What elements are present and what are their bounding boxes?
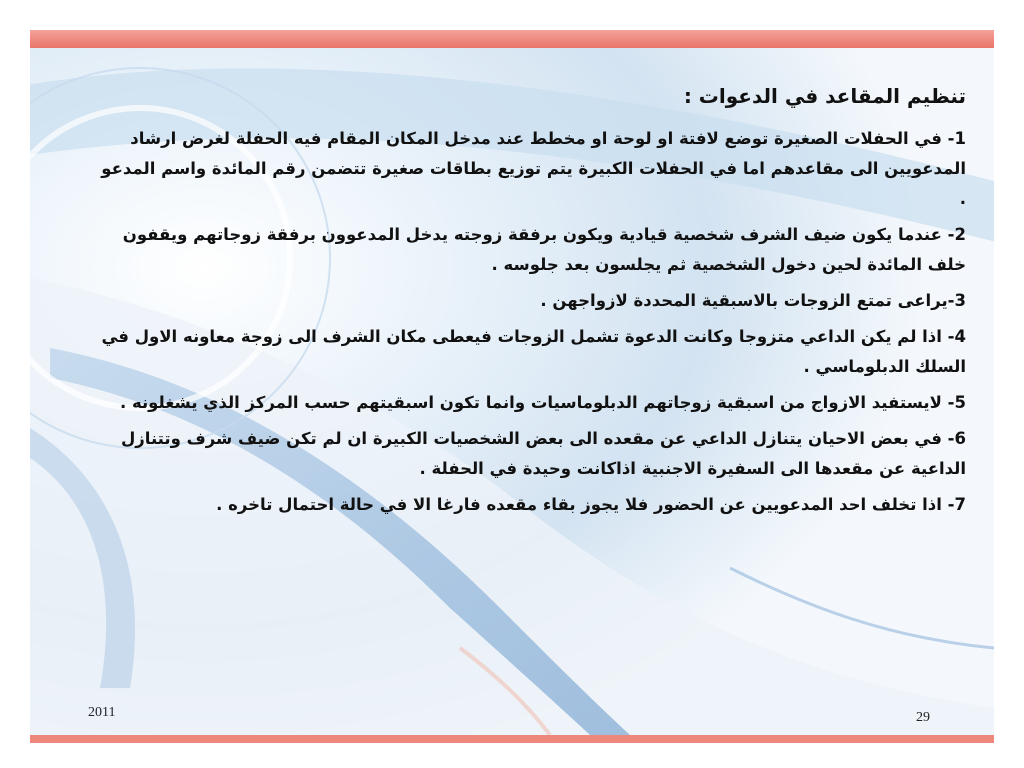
paragraph-5: 5- لايستفيد الازواج من اسبقية زوجاتهم الدبلوماسيات وانما تكون اسبقيتهم حسب المركز الذي يشغلونه . <box>119 393 966 412</box>
top-accent-bar <box>30 30 994 48</box>
bottom-accent-bar <box>30 735 994 743</box>
paragraph-6: 6- في بعض الاحيان يتنازل الداعي عن مقعده الى بعض الشخصيات الكبيرة ان لم تكن ضيف شرف وتتنازل الداعية عن مقعدها الى السفيرة الاجنبية اذاكانت وحيدة في الحفلة . <box>120 429 966 478</box>
paragraph-7: 7- اذا تخلف احد المدعويين عن الحضور فلا يجوز بقاء مقعده فارغا الا في حالة احتمال تاخره . <box>216 495 966 514</box>
page-number: 29 <box>916 710 930 725</box>
paragraph-3: 3-يراعى تمتع الزوجات بالاسبقية المحددة لازواجهن . <box>540 291 966 310</box>
slide-heading: تنظيم المقاعد في الدعوات : <box>683 84 966 108</box>
slide-body <box>90 78 966 526</box>
footer-year: 2011 <box>88 705 116 720</box>
paragraph-4: 4- اذا لم يكن الداعي متزوجا وكانت الدعوة تشمل الزوجات فيعطى مكان الشرف الى زوجة معاونه الاول في السلك الدبلوماسي . <box>101 327 966 376</box>
content-panel <box>30 48 994 735</box>
paragraph-1: 1- في الحفلات الصغيرة توضع لافتة او لوحة او مخطط عند مدخل المكان المقام فيه الحفلة لغرض ارشاد المدعويين الى مقاعدهم اما في الحفلات الكبيرة يتم توزيع بطاقات صغيرة تتضمن رقم المائدة واسم المدعو . <box>101 129 966 208</box>
paragraph-2: 2- عندما يكون ضيف الشرف شخصية قيادية ويكون برفقة زوجته يدخل المدعوون برفقة زوجاتهم ويقفون خلف المائدة لحين دخول الشخصية ثم يجلسون بعد جلوسه . <box>122 225 966 274</box>
